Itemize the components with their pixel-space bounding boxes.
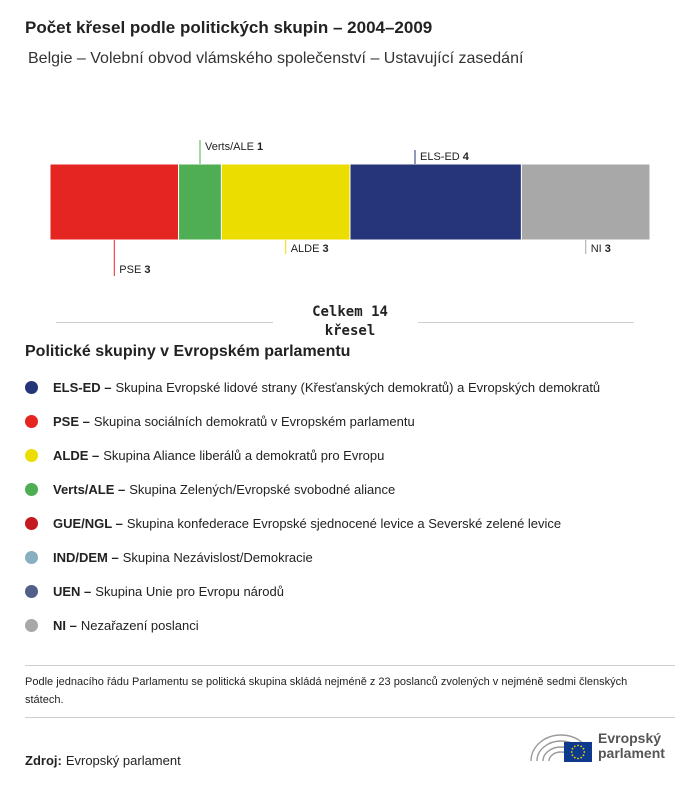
legend-abbr: NI –: [53, 617, 77, 633]
source-line: [25, 753, 181, 768]
legend-item-uen: [25, 574, 600, 608]
bar-label-verts-ale: Verts/ALE 1: [205, 141, 264, 153]
legend-name: Skupina sociálních demokratů v Evropském parlamentu: [93, 413, 415, 429]
logo-wordmark: [598, 731, 665, 761]
legend-item-alde: [25, 438, 600, 472]
footer-divider-bottom: [25, 717, 675, 718]
legend-abbr: ALDE –: [53, 447, 100, 463]
legend-abbr: UEN –: [53, 583, 92, 599]
bar-label-ni: NI 3: [590, 243, 611, 255]
ep-logo[interactable]: [528, 728, 665, 764]
legend-name: Nezařazení poslanci: [80, 617, 199, 633]
legend-list: [25, 370, 600, 642]
bar-segment-els-ed: [350, 150, 521, 240]
legend-dot: [25, 483, 38, 496]
bar-pse: [50, 164, 179, 240]
bar-segment-ni: [521, 164, 650, 255]
legend-name: Skupina konfederace Evropské sjednocené levice a Severské zelené levice: [126, 515, 562, 531]
legend-abbr: Verts/ALE –: [53, 481, 126, 497]
legend-item-ni: [25, 608, 600, 642]
source-value: Evropský parlament: [65, 753, 181, 768]
legend-item-verts-ale: [25, 472, 600, 506]
legend-title: Politické skupiny v Evropském parlamentu: [25, 343, 351, 360]
legend-dot: [25, 551, 38, 564]
legend-item-gue-ngl: [25, 506, 600, 540]
total-seats-line2: křesel: [324, 323, 376, 339]
bar-alde: [221, 164, 350, 240]
divider-right: [418, 322, 634, 323]
legend-item-els-ed: [25, 370, 600, 404]
legend-item-pse: [25, 404, 600, 438]
total-seats-line1: Celkem 14: [312, 304, 388, 320]
footnote: Podle jednacího řádu Parlamentu se politická skupina skládá nejméně z 23 poslanců zvolených v nejméně sedmi členských státech.: [25, 676, 628, 706]
legend-name: Skupina Zelených/Evropské svobodné aliance: [129, 481, 396, 497]
legend-abbr: IND/DEM –: [53, 549, 119, 565]
bar-els-ed: [350, 164, 521, 240]
logo-line2: parlament: [598, 745, 665, 761]
legend-dot: [25, 449, 38, 462]
legend-dot: [25, 415, 38, 428]
legend-dot: [25, 517, 38, 530]
divider-left: [56, 322, 273, 323]
legend-name: Skupina Evropské lidové strany (Křesťanských demokratů) a Evropských demokratů: [115, 379, 601, 395]
bar-segment-pse: [50, 164, 179, 276]
legend-dot: [25, 381, 38, 394]
legend-name: Skupina Aliance liberálů a demokratů pro Evropu: [103, 447, 385, 463]
bar-label-els-ed: ELS-ED 4: [420, 151, 469, 163]
source-label: Zdroj:: [25, 753, 62, 768]
total-seats-label: [290, 303, 410, 341]
chart-subtitle: Belgie – Volební obvod vlámského společenství – Ustavující zasedání: [28, 50, 524, 67]
legend-item-ind-dem: [25, 540, 600, 574]
bar-label-alde: ALDE 3: [290, 243, 329, 255]
bar-label-pse: PSE 3: [119, 264, 151, 276]
legend-abbr: ELS-ED –: [53, 379, 112, 395]
legend-name: Skupina Nezávislost/Demokracie: [122, 549, 313, 565]
parliament-hemicycle-icon: [528, 728, 594, 764]
legend-abbr: GUE/NGL –: [53, 515, 123, 531]
bar-verts-ale: [179, 164, 222, 240]
footer-divider-top: [25, 665, 675, 666]
legend-dot: [25, 619, 38, 632]
logo-line1: Evropský: [598, 730, 662, 746]
legend-abbr: PSE –: [53, 413, 90, 429]
bar-segment-alde: [221, 164, 350, 255]
chart-title: Počet křesel podle politických skupin – 2004–2009: [25, 18, 433, 37]
legend-dot: [25, 585, 38, 598]
legend-name: Skupina Unie pro Evropu národů: [95, 583, 284, 599]
seat-bar-chart: [0, 120, 700, 290]
bar-ni: [521, 164, 650, 240]
